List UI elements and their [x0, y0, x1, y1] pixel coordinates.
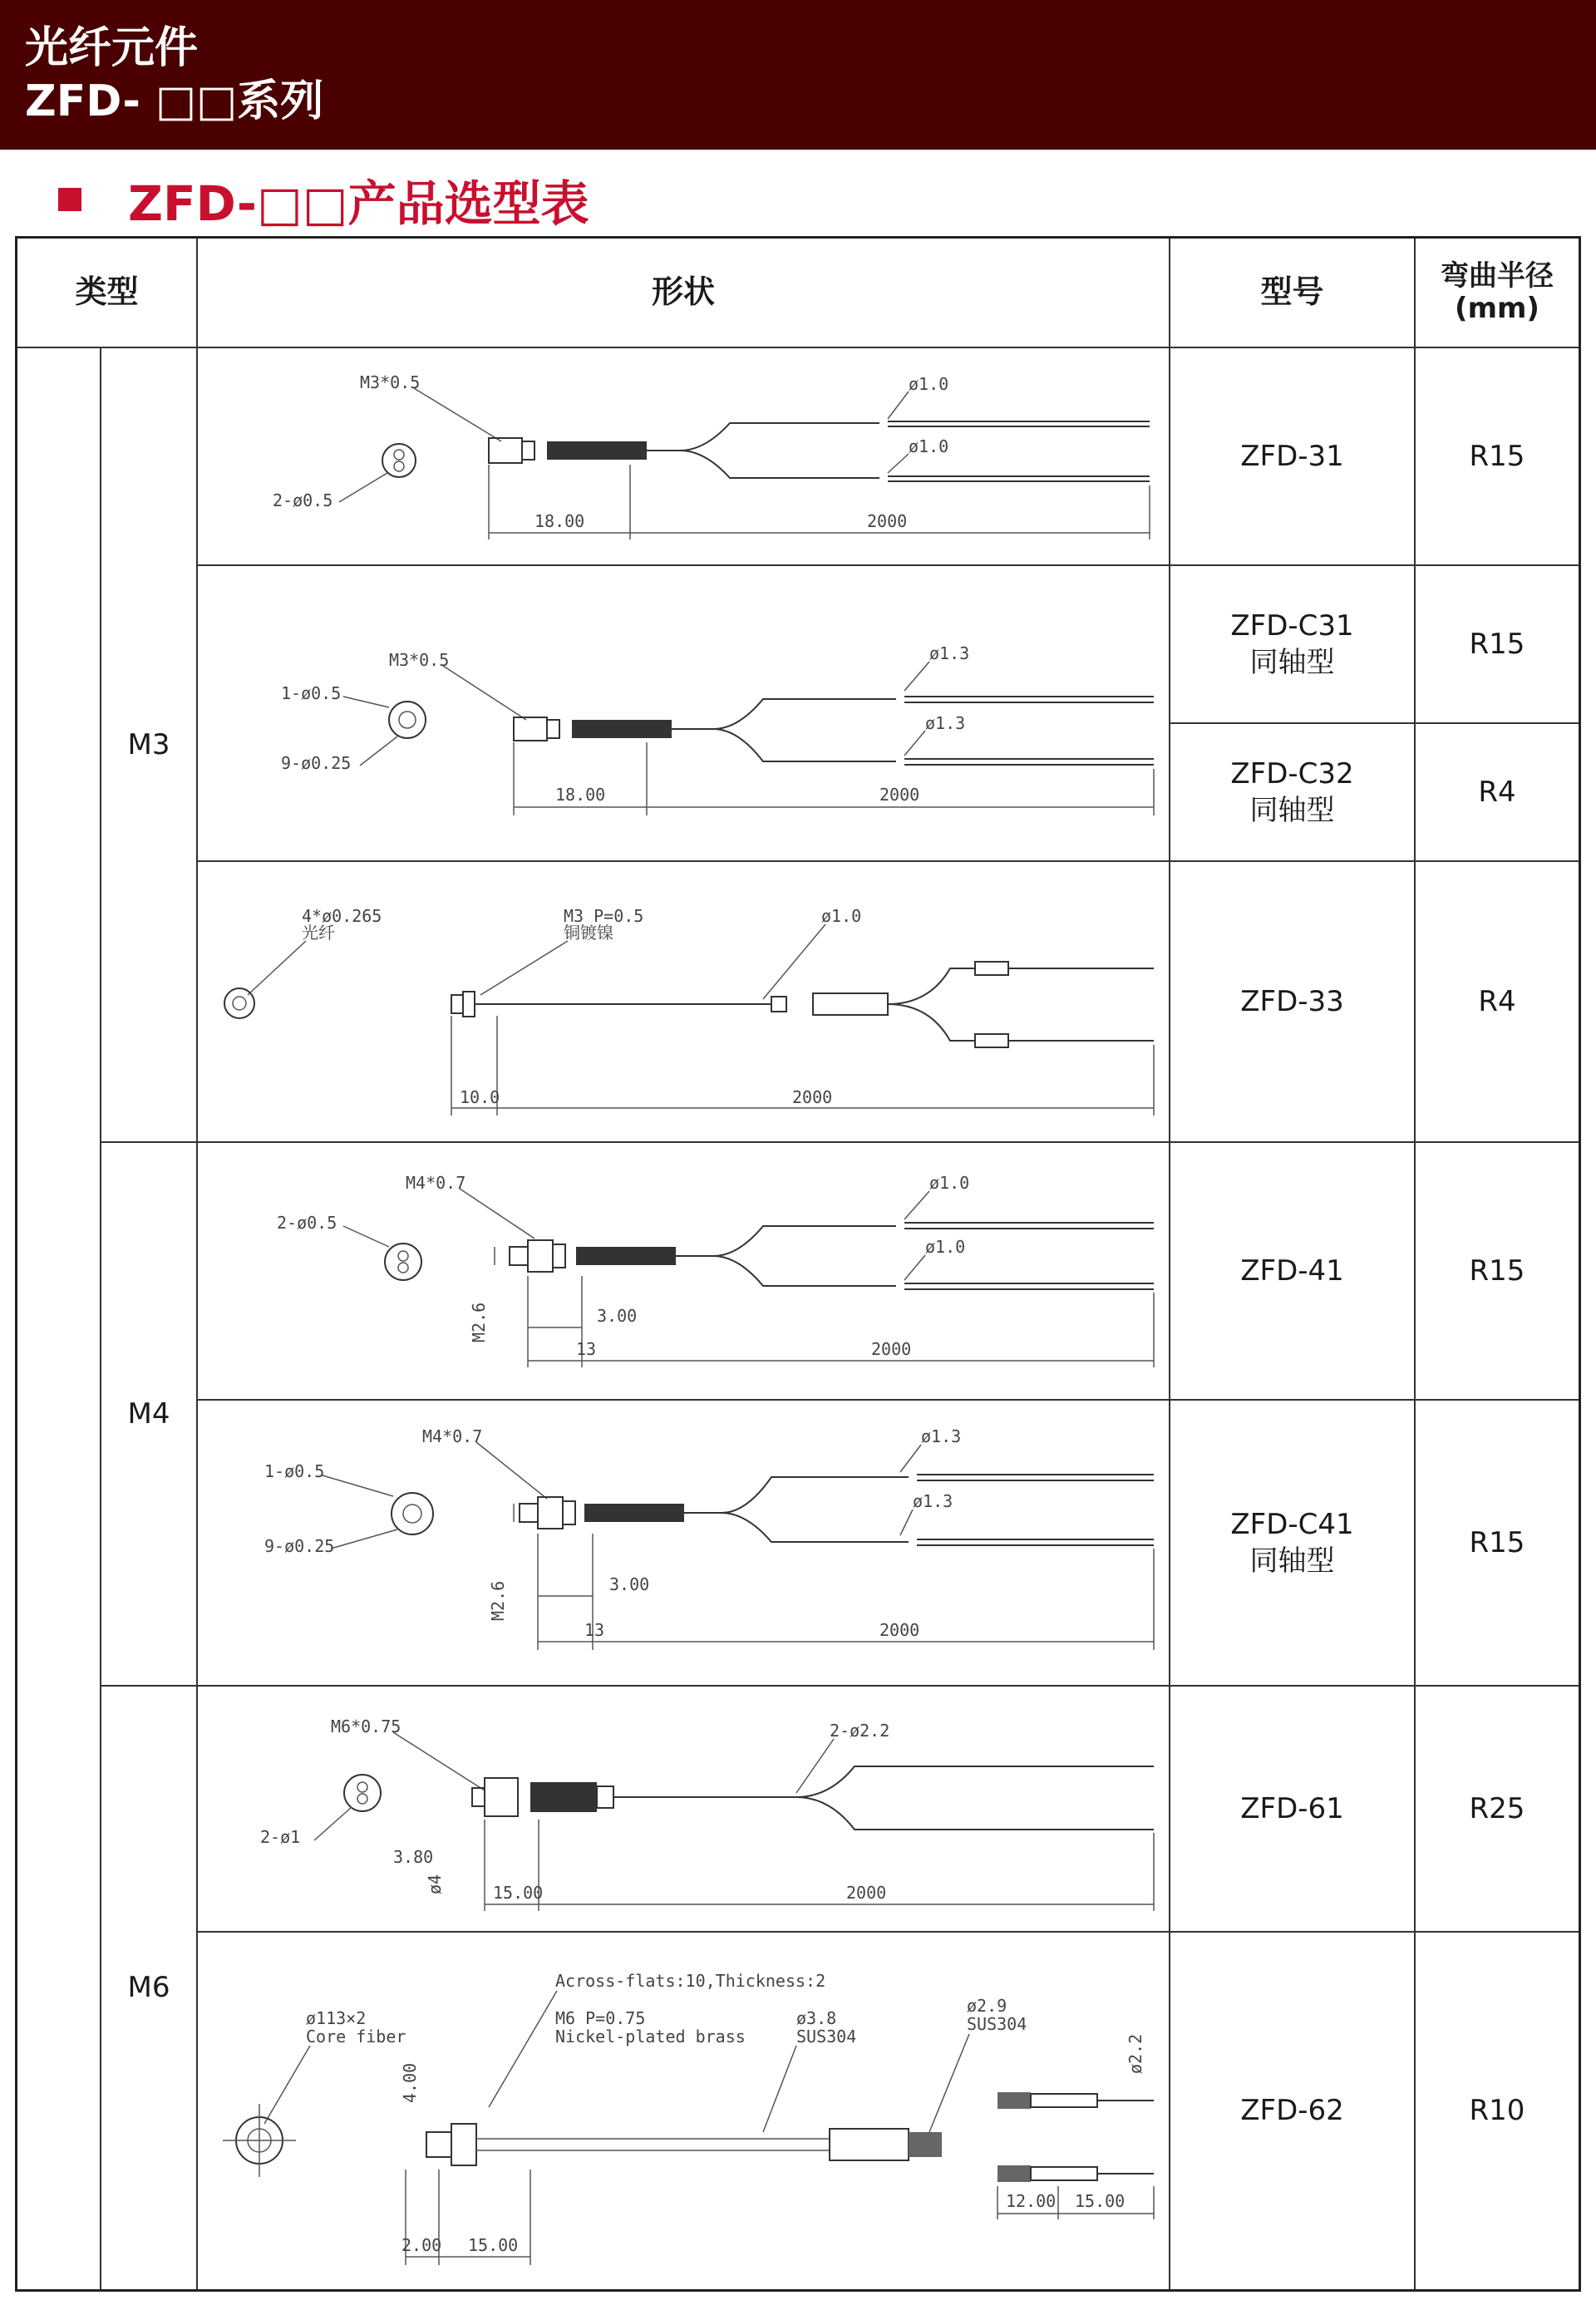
svg-text:3.80: 3.80 [393, 1847, 434, 1867]
svg-text:18.00: 18.00 [555, 785, 606, 805]
svg-text:9-ø0.25: 9-ø0.25 [281, 753, 352, 773]
svg-text:2-ø2.2: 2-ø2.2 [830, 1721, 890, 1741]
drawing-zfd-c31 [198, 566, 1169, 860]
svg-text:Across-flats:10,Thickness:2: Across-flats:10,Thickness:2 [555, 1971, 826, 1991]
svg-text:ø1.0: ø1.0 [929, 1173, 970, 1193]
svg-text:1-ø0.5: 1-ø0.5 [264, 1461, 325, 1481]
svg-text:ø1.0: ø1.0 [909, 374, 949, 394]
svg-text:15.00: 15.00 [493, 1883, 544, 1903]
radius-cell: R15 [1469, 439, 1525, 473]
svg-text:3.00: 3.00 [609, 1574, 650, 1594]
drawing-zfd-41 [198, 1143, 1169, 1399]
bullet-square-icon [58, 188, 81, 211]
svg-text:Core fiber: Core fiber [306, 2027, 406, 2046]
drawing-zfd-61 [198, 1687, 1169, 1931]
svg-text:M6 P=0.75: M6 P=0.75 [555, 2008, 646, 2028]
svg-text:ø1.3: ø1.3 [921, 1426, 962, 1446]
radius-cell: R4 [1478, 984, 1516, 1018]
svg-text:1-ø0.5: 1-ø0.5 [281, 683, 342, 703]
radius-cell: R4 [1478, 775, 1516, 809]
svg-text:ø4: ø4 [425, 1874, 445, 1894]
svg-text:ø1.3: ø1.3 [913, 1491, 953, 1511]
svg-text:光纤: 光纤 [302, 923, 335, 943]
svg-text:M6*0.75: M6*0.75 [331, 1716, 401, 1736]
header-banner [0, 0, 1596, 150]
group-label-m3: M3 [127, 727, 170, 761]
svg-text:ø113×2: ø113×2 [306, 2008, 367, 2028]
svg-text:M3*0.5: M3*0.5 [360, 372, 421, 392]
radius-cell: R15 [1469, 1525, 1525, 1559]
drawing-zfd-c41 [198, 1401, 1169, 1685]
banner-title: 光纤元件 [25, 23, 199, 73]
svg-text:4.00: 4.00 [400, 2062, 420, 2103]
header-shape: 形状 [651, 273, 715, 311]
model-cell: ZFD-41 [1240, 1253, 1344, 1288]
svg-text:ø1.3: ø1.3 [925, 713, 966, 733]
header-model: 型号 [1260, 273, 1324, 311]
svg-text:SUS304: SUS304 [967, 2014, 1027, 2034]
svg-text:ø3.8: ø3.8 [796, 2008, 837, 2028]
section-heading [58, 166, 589, 233]
svg-text:2000: 2000 [879, 1620, 920, 1640]
svg-text:2000: 2000 [871, 1339, 912, 1359]
svg-text:13: 13 [584, 1620, 605, 1640]
svg-text:2-ø0.5: 2-ø0.5 [273, 490, 333, 510]
radius-cell: R15 [1469, 627, 1525, 661]
svg-text:M4*0.7: M4*0.7 [406, 1173, 466, 1193]
drawing-zfd-33 [198, 862, 1169, 1141]
header-type: 类型 [75, 273, 139, 311]
radius-cell: R10 [1469, 2094, 1525, 2128]
svg-text:SUS304: SUS304 [796, 2027, 857, 2046]
drawing-zfd-31 [198, 348, 1169, 564]
svg-text:M3 P=0.5: M3 P=0.5 [564, 906, 644, 926]
header-bend-radius: 弯曲半径 (mm) [1441, 259, 1554, 325]
svg-text:ø1.0: ø1.0 [821, 906, 862, 926]
svg-text:M4*0.7: M4*0.7 [422, 1426, 483, 1446]
model-cell: ZFD-31 [1240, 439, 1344, 473]
model-cell: ZFD-C31 同轴型 [1230, 608, 1354, 679]
svg-text:4*ø0.265: 4*ø0.265 [302, 906, 382, 926]
model-cell: ZFD-33 [1240, 984, 1344, 1018]
svg-text:M2.6: M2.6 [488, 1580, 508, 1621]
model-cell: ZFD-61 [1240, 1791, 1344, 1825]
svg-text:2000: 2000 [792, 1087, 833, 1107]
svg-text:ø2.2: ø2.2 [1126, 2033, 1145, 2074]
section-title: ZFD-□□产品选型表 [128, 175, 589, 232]
svg-text:ø1.3: ø1.3 [929, 643, 970, 663]
group-label-m4: M4 [127, 1396, 170, 1431]
svg-text:3.00: 3.00 [597, 1306, 638, 1326]
svg-text:15.00: 15.00 [1075, 2191, 1126, 2211]
svg-text:13: 13 [576, 1339, 597, 1359]
svg-text:2-ø0.5: 2-ø0.5 [277, 1213, 337, 1233]
svg-text:M2.6: M2.6 [469, 1302, 489, 1342]
svg-text:2-ø1: 2-ø1 [260, 1827, 301, 1847]
svg-text:18.00: 18.00 [534, 511, 585, 531]
radius-cell: R25 [1469, 1791, 1525, 1825]
svg-text:10.0: 10.0 [460, 1087, 500, 1107]
selection-table [15, 236, 1581, 2292]
svg-text:15.00: 15.00 [468, 2235, 519, 2255]
radius-cell: R15 [1469, 1253, 1525, 1288]
model-cell: ZFD-62 [1240, 2094, 1344, 2128]
drawing-zfd-62 [198, 1933, 1169, 2289]
svg-text:2000: 2000 [867, 511, 908, 531]
svg-text:Nickel-plated brass: Nickel-plated brass [555, 2027, 746, 2046]
banner-subtitle: ZFD- □□系列 [25, 76, 324, 126]
model-cell: ZFD-C41 同轴型 [1230, 1507, 1354, 1578]
svg-text:铜镀镍: 铜镀镍 [564, 923, 613, 943]
group-label-m6: M6 [127, 1971, 170, 2005]
svg-text:ø1.0: ø1.0 [909, 436, 949, 456]
model-cell: ZFD-C32 同轴型 [1230, 756, 1354, 827]
svg-text:9-ø0.25: 9-ø0.25 [264, 1536, 335, 1556]
svg-text:2000: 2000 [846, 1883, 887, 1903]
svg-text:2.00: 2.00 [401, 2235, 442, 2255]
svg-text:2000: 2000 [879, 785, 920, 805]
svg-text:ø1.0: ø1.0 [925, 1237, 966, 1257]
svg-text:M3*0.5: M3*0.5 [389, 650, 450, 670]
svg-text:ø2.9: ø2.9 [967, 1996, 1007, 2016]
svg-text:12.00: 12.00 [1006, 2191, 1057, 2211]
